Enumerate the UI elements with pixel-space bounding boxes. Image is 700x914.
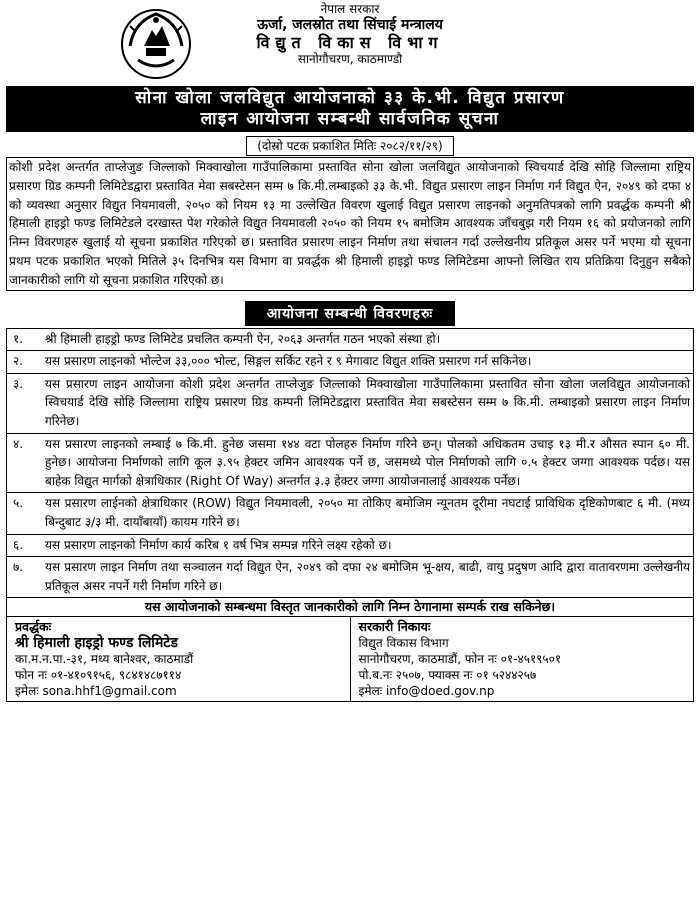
notice-page [6,0,694,912]
government-email: इमेलः info@doed.gov.np [358,684,495,699]
section-heading [6,301,694,326]
government-contact [350,617,694,701]
item-text: यस प्रसारण लाइन निर्माण तथा सञ्चालन गर्दा विद्युत ऐन, २०४९ को दफा २४ बमोजिम भू-क्षय, बाढी, वायु प्रदुषण आदि द्वारा वातावरणमा उल्लेखनीय प्रतिकूल असर नपर्ने गरी निर्माण गरिने छ। [45,560,690,593]
promoter-contact [7,617,350,701]
list-item [7,374,693,434]
item-text: यस प्रसारण लाइनको भोल्टेज ३३,००० भोल्ट, सिङ्गल सर्किट रहने र ९ मेगावाट विद्युत शक्ति प्रसारण गर्न सकिनेछ। [45,354,532,369]
notice-title-line-2: लाइन आयोजना सम्बन्धी सार्वजनिक सूचना [200,109,500,129]
item-number: २. [13,354,24,369]
contact-instruction: यस आयोजनाको सम्बन्धमा विस्तृत जानकारीको लागि निम्न ठेगानामा सम्पर्क राख सकिनेछ। [6,598,694,617]
government-address: सानोगौचरण, काठमाडौं, फोन नः ०१-४५१९५०१ [358,652,562,667]
list-item [7,329,693,352]
list-item [7,434,693,494]
item-number: ७. [13,560,24,575]
details-list [6,328,694,599]
notice-title-line-1: सोना खोला जलविद्युत आयोजनाको ३३ के.भी. विद्युत प्रसारण [135,88,565,108]
item-number: १. [13,331,24,346]
item-text: यस प्रसारण लाईनको क्षेत्राधिकार (ROW) विद्युत नियमावली, २०५० मा तोकिए बमोजिम न्यूनतम दूरीमा नघटाई प्राविधिक दृष्टिकोणबाट ६ मी. (मध्य बिन्दुबाट ३/३ मी. दायाँबायाँ) कायम गरिने छ। [45,496,690,529]
item-number: ४. [13,436,24,451]
promoter-name: श्री हिमाली हाइड्रो फण्ड लिमिटेड [15,635,178,652]
government-pobox: पो.ब.नः २५०७, फ्याक्स नः ०१ ५२४४२५७ [358,668,537,683]
government-label: सरकारी निकायः [358,619,431,635]
item-text: यस प्रसारण लाइनको लम्बाई ७ कि.मी. हुनेछ जसमा १४४ वटा पोलहरु निर्माण गरिने छन्। पोलको अधिकतम उचाइ १३ मी.र औसत स्पान ६० मी. हुनेछ। आयोजना निर्माणको लागि कूल ३.९५ हेक्टर जमिन आवश्यक पर्ने छ, जसमध्ये पोल निर्माणको लागि ०.५ हेक्टर जग्गा आवश्यक पर्दछ। यस बाहेक विद्युत मार्गको क्षेत्राधिकार (Right Of Way) अन्तर्गत ३.३ हेक्टर जग्गा आयोजनालाई आवश्यक पर्नेछ। [45,436,690,488]
notice-title-banner [6,86,694,132]
promoter-phone: फोन नः ०१-४१०९१५६, ९८४१४८७११४ [15,668,182,683]
item-number: ३. [13,376,24,391]
list-item [7,493,693,534]
publication-date-text: (दोस्रो पटक प्रकाशित मितिः २०८२/११/२९) [246,136,453,156]
header [6,0,694,84]
item-text: श्री हिमाली हाइड्रो फण्ड लिमिटेड प्रचलित कम्पनी ऐन, २०६३ अन्तर्गत गठन भएको संस्था हो। [45,331,441,346]
header-address: सानोगौचरण, काठमाण्डौ [297,52,403,66]
list-item [7,557,693,597]
nepal-emblem-icon [116,2,196,82]
list-item [7,535,693,558]
header-ministry: ऊर्जा, जलस्रोत तथा सिंचाई मन्त्रालय [257,17,443,33]
government-name: विद्युत विकास विभाग [358,636,449,651]
list-item [7,351,693,374]
contact-footer [6,617,694,702]
header-department: विद्युत विकास विभाग [256,33,444,52]
item-text: यस प्रसारण लाइनको निर्माण कार्य करिब १ वर्ष भित्र सम्पन्न गरिने लक्ष्य रहेको छ। [45,537,392,552]
section-heading-text: आयोजना सम्बन्धी विवरणहरुः [245,301,455,326]
intro-paragraph: कोशी प्रदेश अन्तर्गत ताप्लेजुङ जिल्लाको मिक्वाखोला गाउँपालिकामा प्रस्तावित सोना खोला जलविद्युत आयोजनाको स्विचयार्ड देखि सोहि जिल्लामा राष्ट्रिय प्रसारण ग्रिड कम्पनी लिमिटेडद्वारा प्रस्तावित मेवा सबस्टेसन सम्म ७ कि.मी.लम्बाइको ३३ के.भी. विद्युत प्रसारण लाइन निर्माण गर्न विद्युत ऐन, २०४९ को दफा ४ को व्यवस्था अनुसार विद्युत नियमावली, २०५० को नियम १३ मा उल्लेखित विवरण खुलाई विद्युत प्रसारण लाइनको अनुमतिपत्रको लागि प्रवर्द्धक कम्पनी श्री हिमाली हाइड्रो फण्ड लिमिटेडले दरखास्त पेश गरेकोले विद्युत नियमावली २०५० को नियम १५ बमोजिम आवश्यक जाँचबुझ गरी नियम १६ को प्रयोजनको लागि निम्न विवरणहरु खुलाई यो सूचना प्रकाशित गरिएको छ। प्रस्तावित प्रसारण लाइन निर्माण तथा संचालन गर्दा उल्लेखनीय प्रतिकूल असर पर्ने भएमा यो सूचना प्रथम पटक प्रकाशित भएको मितिले ३५ दिनभित्र यस विभाग वा प्रवर्द्धक श्री हिमाली हाइड्रो फण्ड लिमिटेडमा आफ्नो लिखित राय प्रतिक्रिया दिनुहुन सबैको जानकारीको लागि यो सूचना प्रकाशित गरिएको छ। [6,157,694,291]
promoter-label: प्रवर्द्धकः [15,619,52,635]
promoter-address: का.म.न.पा.-३१, मध्य बानेश्वर, काठमाडौं [15,652,194,667]
item-number: ६. [13,537,24,552]
item-number: ५. [13,496,24,511]
publication-date [6,136,694,156]
promoter-email: इमेलः sona.hhf1@gmail.com [15,684,177,699]
item-text: यस प्रसारण लाइन आयोजना कोशी प्रदेश अन्तर्गत ताप्लेजुङ जिल्लाको मिक्वाखोला गाउँपालिकामा प्रस्तावित सोना खोला जलविद्युत आयोजनाको स्विचयार्ड देखि सोहि जिल्लामा राष्ट्रिय प्रसारण ग्रिड कम्पनी लिमिटेडद्वारा प्रस्तावित मेवा सबस्टेसन सम्म ७ कि.मी. लम्बाइको प्रसारण लाइन निर्माण गरिनेछ। [45,376,690,428]
header-government: नेपाल सरकार [320,2,380,16]
